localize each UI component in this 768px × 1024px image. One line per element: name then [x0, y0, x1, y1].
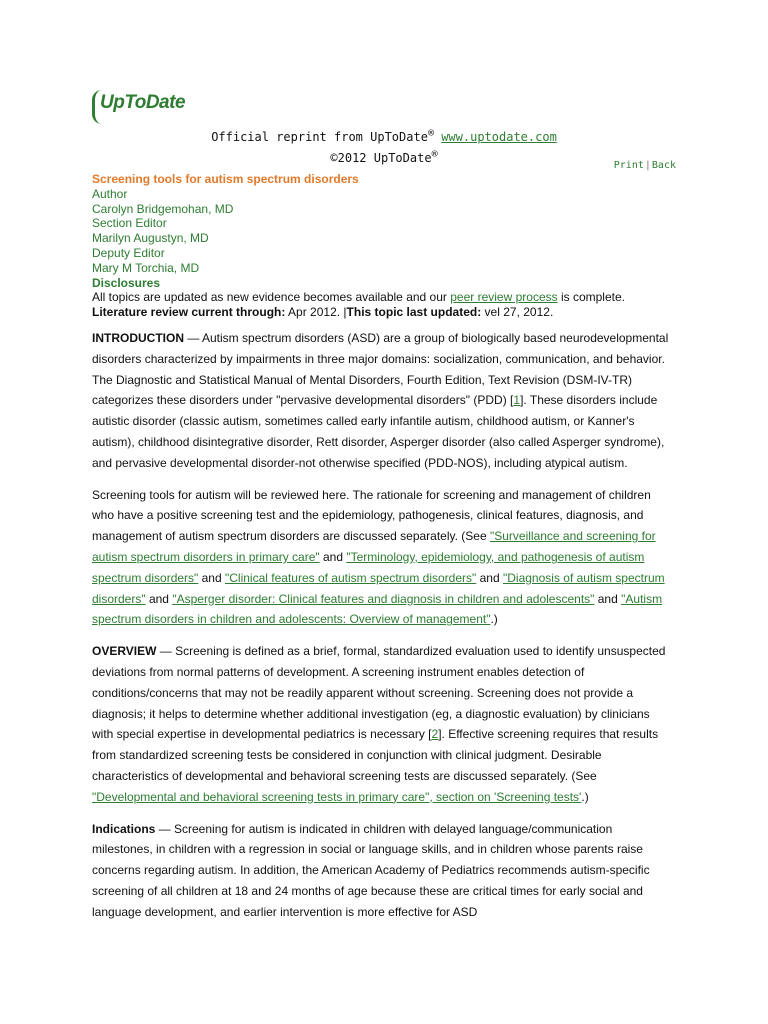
and-3: and: [476, 570, 503, 585]
reg-mark: ®: [427, 128, 434, 139]
and-2: and: [198, 570, 225, 585]
link-asperger[interactable]: "Asperger disorder: Clinical features and diagnosis in children and adolescents": [172, 591, 595, 606]
and-1: and: [319, 549, 347, 564]
copyright-text: ©2012 UpToDate: [330, 151, 432, 165]
scope-paragraph: [92, 485, 672, 631]
link-diagnosis[interactable]: "Diagnosis of autism spectrum disorders": [92, 570, 665, 606]
ref-link-1[interactable]: 1: [513, 393, 521, 408]
article-header: [92, 172, 672, 320]
link-management[interactable]: "Autism spectrum disorders in children and adolescents: Overview of management": [92, 591, 663, 627]
intro-text-1: — Autism spectrum disorders (ASD) are a group of biologically based neurodevelopmental disorders characterized by impairments in three major domains: socialization, communication, and behavior. The Diagnostic and Statistical Manual of Mental Disorders, Fourth Edition, Text Revision (DSM-IV-TR) categorizes these disorders under "pervasive developmental disorders" (PDD) [: [92, 331, 669, 408]
last-updated-value: vel 27, 2012.: [481, 305, 554, 320]
print-link[interactable]: Print: [613, 160, 644, 171]
and-4: and: [145, 591, 173, 606]
update-prefix: All topics are updated as new evidence becomes available and our: [92, 290, 451, 305]
peer-review-link[interactable]: peer review process: [450, 290, 558, 305]
overview-heading: OVERVIEW: [92, 644, 157, 659]
uptodate-logo: [92, 88, 202, 128]
overview-end: .): [581, 789, 589, 804]
reg-mark-2: ®: [431, 149, 438, 160]
article-title: Screening tools for autism spectrum disorders: [92, 172, 359, 186]
lit-review-value: Apr 2012. |: [285, 305, 347, 320]
last-updated-label: This topic last updated:: [346, 305, 482, 320]
link-terminology[interactable]: "Terminology, epidemiology, and pathogenesis of autism spectrum disorders": [92, 549, 645, 585]
back-link[interactable]: Back: [651, 160, 676, 171]
section-editor-name: Marilyn Augustyn, MD: [92, 231, 209, 246]
intro-heading: INTRODUCTION: [92, 331, 184, 345]
ref-link-2[interactable]: 2: [431, 727, 439, 742]
author-label: Author: [92, 186, 128, 201]
logo-wordmark: UpToDate: [100, 92, 186, 113]
deputy-editor-label: Deputy Editor: [92, 245, 165, 260]
overview-text-2: ]. Effective screening requires that results from standardized screening tests be considered in conjunction with clinical judgment. Desirable characteristics of developmental and behavioral screening tests are discussed separately. (See: [92, 727, 659, 783]
indications-paragraph: [92, 819, 672, 923]
review-dates: [92, 305, 672, 320]
lit-review-label: Literature review current through:: [92, 305, 286, 320]
scope-end: .): [490, 612, 498, 627]
reprint-text: Official reprint from UpToDate: [211, 130, 428, 144]
and-5: and: [594, 591, 622, 606]
update-statement: [92, 290, 672, 305]
article-body: [92, 328, 672, 934]
scope-text: Screening tools for autism will be reviewed here. The rationale for screening and management of children who have a positive screening test and the epidemiology, pathogenesis, clinical features, diagnosis, and management of autism spectrum disorders are discussed separately. (See: [92, 487, 651, 544]
overview-text-1: — Screening is defined as a brief, formal, standardized evaluation used to identify unsuspected deviations from normal patterns of development. A screening instrument enables detection of conditions/concerns that may not be readily apparent without screening. Screening does not provide a diagnosis; it helps to determine whether additional investigation (eg, a diagnostic evaluation) by clinicians with special expertise in developmental pediatrics is necessary [: [92, 644, 666, 742]
link-surveillance[interactable]: "Surveillance and screening for autism spectrum disorders in primary care": [92, 529, 656, 564]
link-screening-tests[interactable]: "Developmental and behavioral screening tests in primary care", section on 'Screening tests': [92, 789, 582, 804]
intro-paragraph: [92, 328, 672, 474]
indications-text: — Screening for autism is indicated in children with delayed language/communication milestones, in children with a regression in social or language skills, and in children whose parents raise concerns regarding autism. In addition, the American Academy of Pediatrics recommends autism-specific screening of all children at 18 and 24 months of age because these are critical times for early social and language development, and earlier intervention is more effective for ASD: [92, 821, 650, 919]
author-name: Carolyn Bridgemohan, MD: [92, 201, 234, 216]
uptodate-url-link[interactable]: www.uptodate.com: [441, 130, 557, 144]
indications-heading: Indications: [92, 821, 156, 836]
deputy-editor-name: Mary M Torchia, MD: [92, 260, 200, 275]
overview-paragraph: [92, 641, 672, 807]
disclosures-link[interactable]: Disclosures: [92, 275, 161, 290]
update-suffix: is complete.: [557, 290, 625, 305]
section-editor-label: Section Editor: [92, 216, 167, 231]
print-back-nav: [614, 160, 676, 171]
intro-text-2: ]. These disorders include autistic disorder (classic autism, sometimes called early infantile autism, childhood autism, or Kanner's autism), childhood disintegrative disorder, Rett disorder, Asperger disorder (also called Asperger syndrome), and pervasive developmental disorder-not otherwise specified (PDD-NOS), including atypical autism.: [92, 393, 665, 470]
link-clinical-features[interactable]: "Clinical features of autism spectrum disorders": [225, 570, 477, 585]
nav-separator: |: [644, 160, 651, 171]
